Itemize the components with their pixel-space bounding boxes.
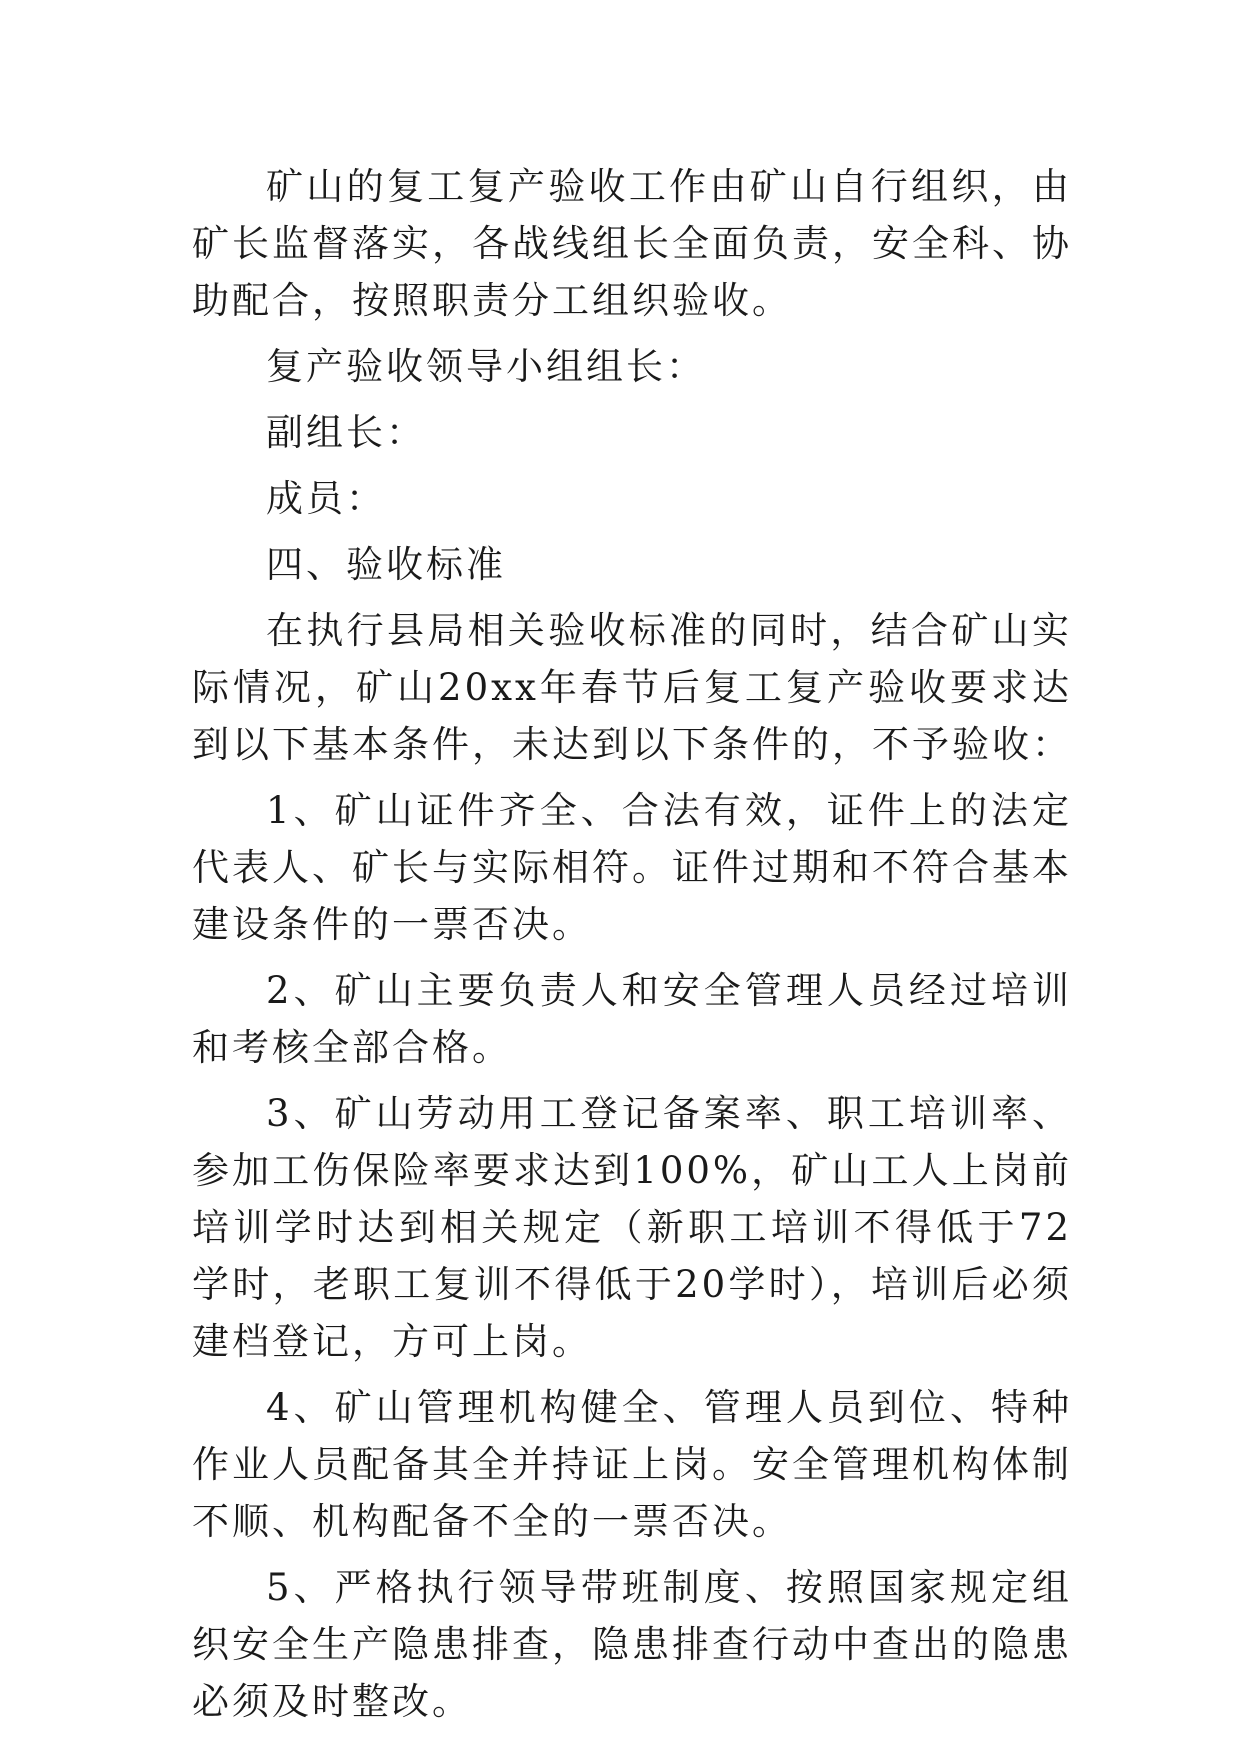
paragraph-deputy-leader: 副组长：	[266, 411, 426, 454]
list-item-4: 4、矿山管理机构健全、管理人员到位、特种作业人员配备其全并持证上岗。安全管理机构体制不顺、机构配备不全的一票否决。	[192, 1386, 1072, 1543]
paragraph-acceptance-organization: 矿山的复工复产验收工作由矿山自行组织，由矿长监督落实，各战线组长全面负责，安全科、协助配合，按照职责分工组织验收。	[192, 165, 1072, 322]
list-item-2: 2、矿山主要负责人和安全管理人员经过培训和考核全部合格。	[192, 969, 1072, 1069]
paragraph-members: 成员：	[266, 477, 386, 520]
paragraph-standards-intro: 在执行县局相关验收标准的同时，结合矿山实际情况，矿山20xx年春节后复工复产验收要求达到以下基本条件，未达到以下条件的，不予验收：	[192, 609, 1072, 766]
list-item-1: 1、矿山证件齐全、合法有效，证件上的法定代表人、矿长与实际相符。证件过期和不符合基本建设条件的一票否决。	[192, 789, 1072, 946]
document-body	[192, 158, 1072, 1730]
list-item-5: 5、严格执行领导带班制度、按照国家规定组织安全生产隐患排查，隐患排查行动中查出的隐患必须及时整改。	[192, 1566, 1072, 1723]
list-item-3: 3、矿山劳动用工登记备案率、职工培训率、参加工伤保险率要求达到100%，矿山工人上岗前培训学时达到相关规定（新职工培训不得低于72学时，老职工复训不得低于20学时），培训后必须建档登记，方可上岗。	[192, 1092, 1072, 1363]
section-heading-acceptance-standards: 四、验收标准	[266, 543, 506, 586]
paragraph-leader: 复产验收领导小组组长：	[266, 345, 706, 388]
